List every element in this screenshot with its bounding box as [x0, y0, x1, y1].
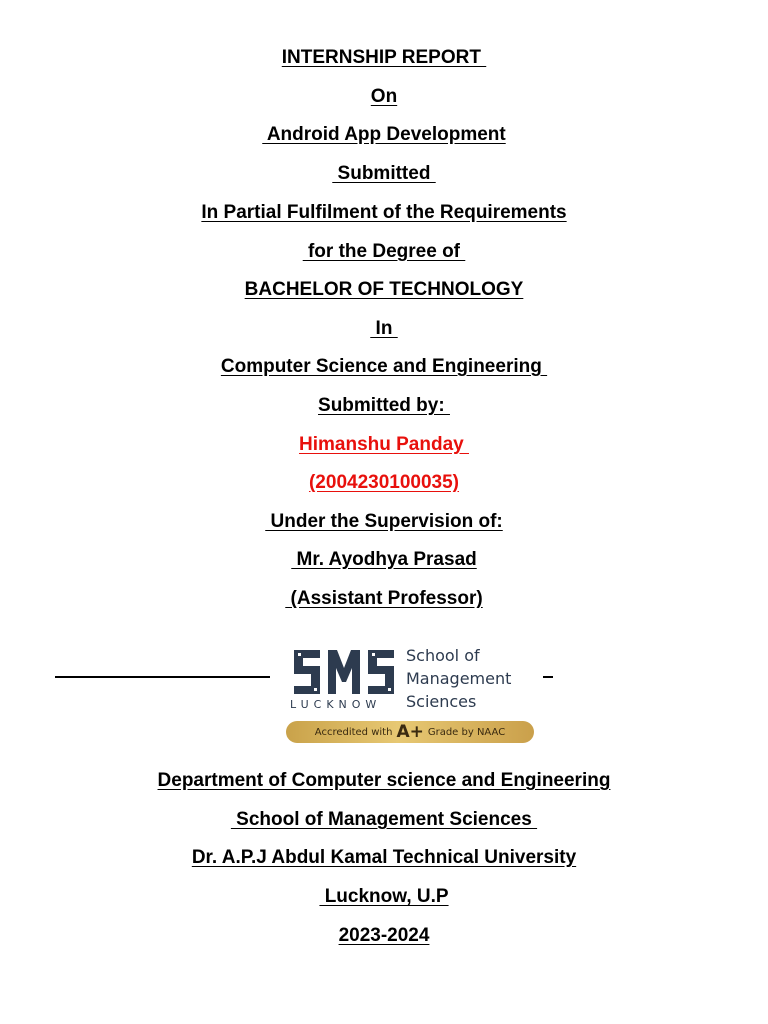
partial-fulfilment-line: In Partial Fulfilment of the Requirements [201, 202, 567, 223]
supervisor-designation: (Assistant Professor) [285, 588, 483, 609]
on-label: On [370, 86, 398, 107]
sms-logo-mark [290, 644, 398, 702]
in-label: In [370, 318, 398, 339]
report-topic: Android App Development [262, 124, 506, 145]
degree-intro-line: for the Degree of [302, 241, 466, 262]
student-name: Himanshu Panday [299, 434, 469, 455]
academic-session: 2023-2024 [338, 925, 430, 946]
right-divider-line [543, 676, 553, 678]
submitted-label: Submitted [332, 163, 436, 184]
student-roll-number: (2004230100035) [308, 472, 460, 493]
logo-school-name [406, 644, 511, 713]
school-name: School of Management Sciences [230, 809, 538, 830]
logo-name-line-1: School of [406, 646, 480, 665]
department-name: Department of Computer science and Engineering [157, 770, 611, 791]
supervisor-name: Mr. Ayodhya Prasad [291, 549, 477, 570]
accreditation-prefix: Accredited with [314, 726, 393, 738]
supervision-label: Under the Supervision of: [265, 511, 503, 532]
accreditation-suffix: Grade by NAAC [427, 726, 506, 738]
accreditation-grade: A+ [396, 722, 424, 742]
left-divider-line [55, 676, 270, 678]
logo-name-line-2: Management [406, 669, 512, 688]
university-name: Dr. A.P.J Abdul Kamal Technical University [191, 847, 577, 868]
submitted-by-label: Submitted by: [318, 395, 450, 416]
school-logo [286, 642, 536, 746]
location: Lucknow, U.P [319, 886, 449, 907]
branch-name: Computer Science and Engineering [220, 356, 548, 377]
report-title: INTERNSHIP REPORT [281, 47, 487, 68]
logo-city-text: LUCKNOW [290, 698, 382, 711]
naac-accreditation-badge [286, 721, 534, 743]
logo-name-line-3: Sciences [406, 692, 477, 711]
degree-name: BACHELOR OF TECHNOLOGY [244, 279, 524, 300]
